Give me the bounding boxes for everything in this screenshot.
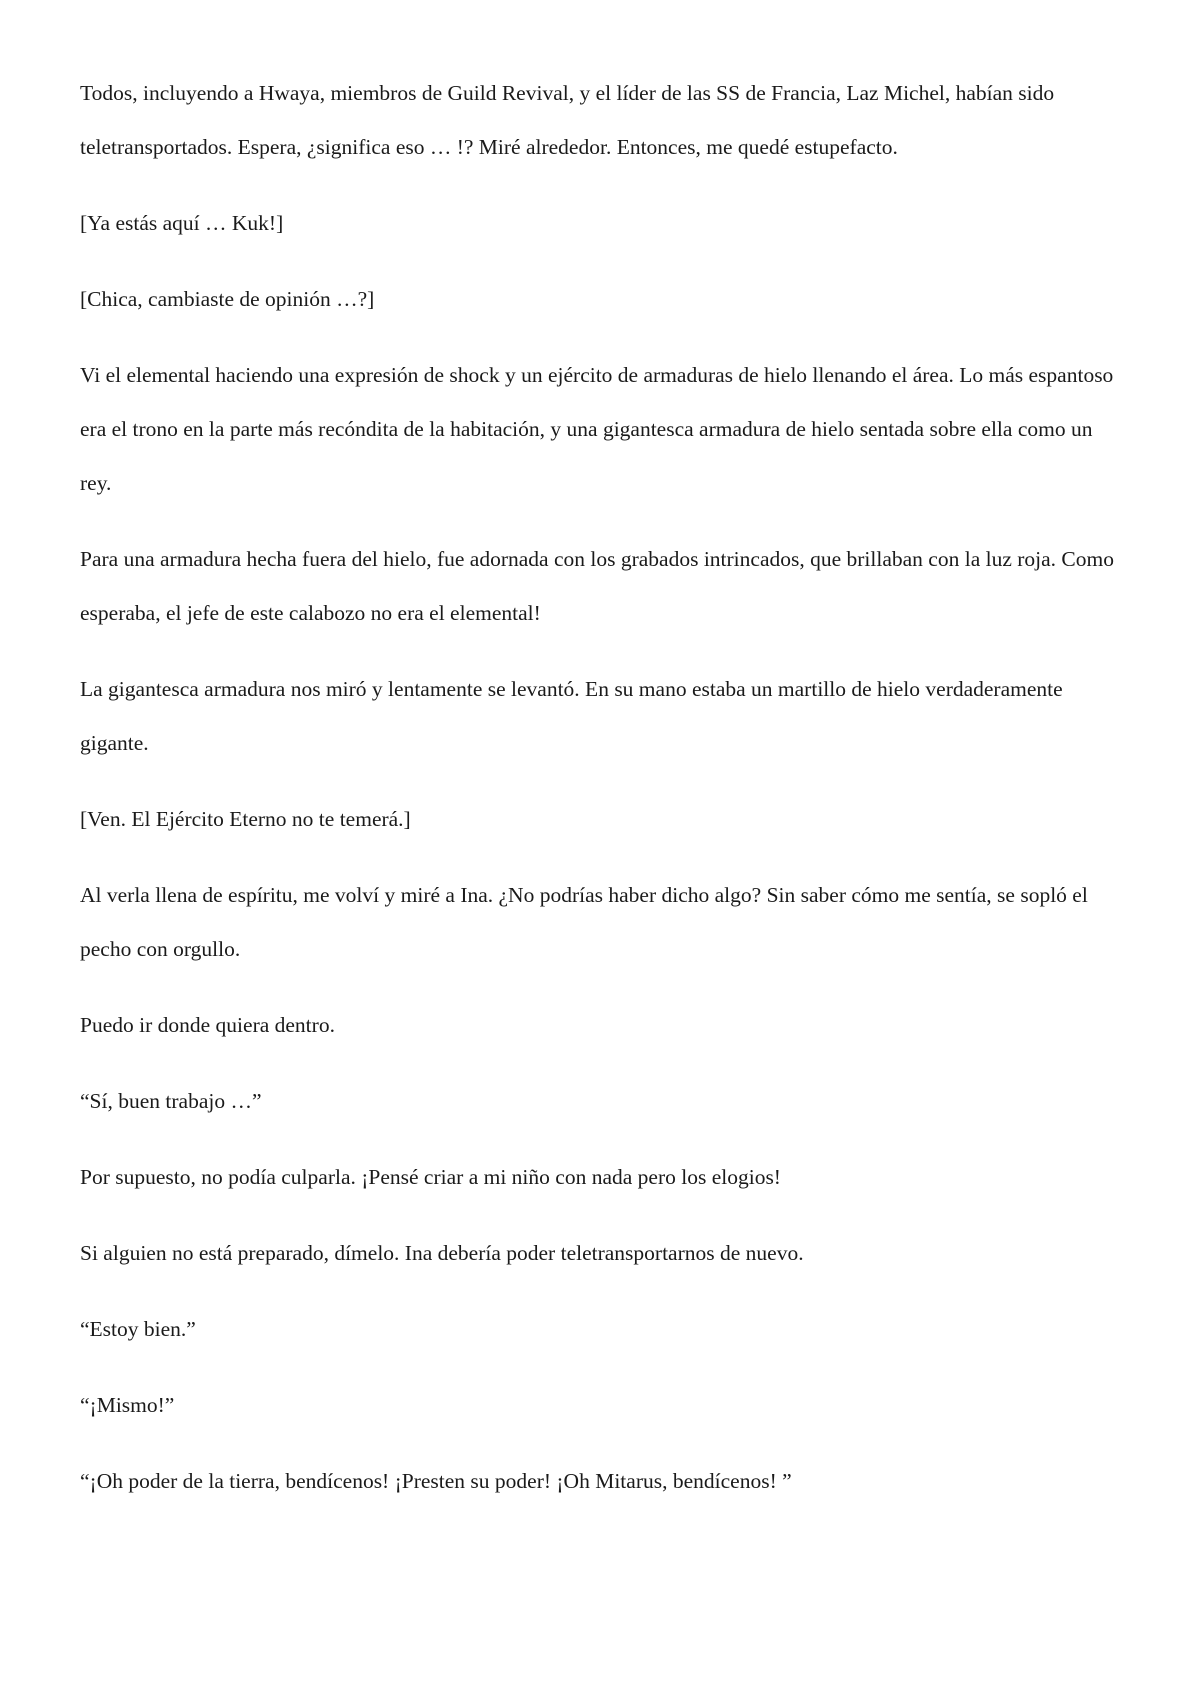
paragraph: [Ven. El Ejército Eterno no te temerá.] [80, 807, 411, 831]
paragraph: Puedo ir donde quiera dentro. [80, 1013, 335, 1037]
paragraph: “¡Mismo!” [80, 1393, 175, 1417]
paragraph: La gigantesca armadura nos miró y lentamente se levantó. En su mano estaba un martillo de hielo verdaderamente gigante. [80, 677, 1063, 755]
paragraph: Por supuesto, no podía culparla. ¡Pensé criar a mi niño con nada pero los elogios! [80, 1165, 781, 1189]
paragraph: “¡Oh poder de la tierra, bendícenos! ¡Presten su poder! ¡Oh Mitarus, bendícenos! ” [80, 1469, 792, 1493]
paragraph: Para una armadura hecha fuera del hielo, fue adornada con los grabados intrincados, que brillaban con la luz roja. Como esperaba, el jefe de este calabozo no era el elemental! [80, 547, 1114, 625]
paragraph: Si alguien no está preparado, dímelo. Ina debería poder teletransportarnos de nuevo. [80, 1241, 804, 1265]
paragraph: Al verla llena de espíritu, me volví y miré a Ina. ¿No podrías haber dicho algo? Sin saber cómo me sentía, se sopló el pecho con orgullo. [80, 883, 1088, 961]
paragraph: “Estoy bien.” [80, 1317, 196, 1341]
paragraph: Vi el elemental haciendo una expresión de shock y un ejército de armaduras de hielo llenando el área. Lo más espantoso era el trono en la parte más recóndita de la habitación, y una gigantesca armadura de hielo sentada sobre ella como un rey. [80, 363, 1114, 495]
paragraph: Todos, incluyendo a Hwaya, miembros de Guild Revival, y el líder de las SS de Francia, Laz Michel, habían sido teletransportados. Espera, ¿significa eso … !? Miré alrededor. Entonces, me quedé estupefacto. [80, 81, 1055, 159]
paragraph: [Ya estás aquí … Kuk!] [80, 211, 284, 235]
paragraph: “Sí, buen trabajo …” [80, 1089, 262, 1113]
paragraph: [Chica, cambiaste de opinión …?] [80, 287, 375, 311]
document-body [80, 66, 1120, 1530]
